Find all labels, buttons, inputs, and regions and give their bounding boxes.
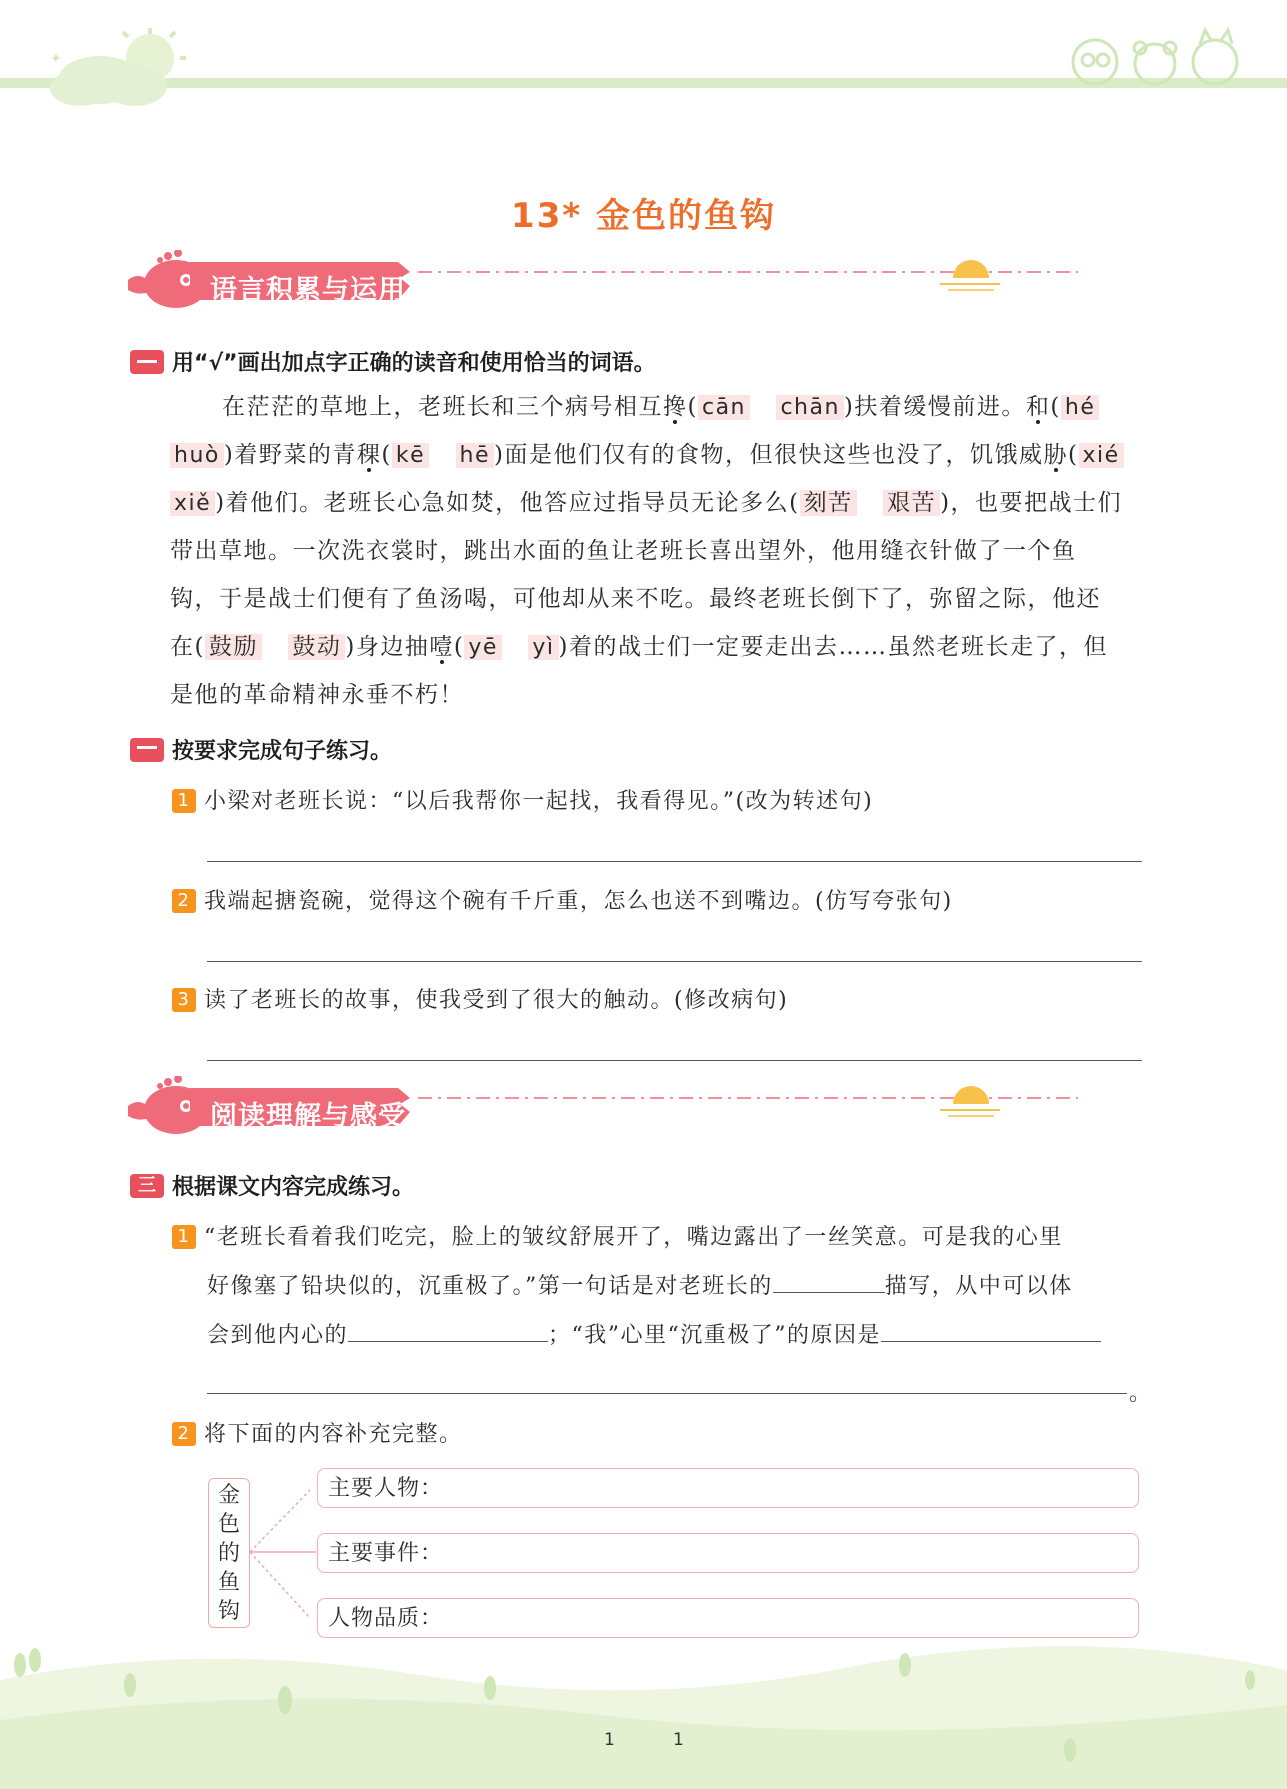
reading-item-1-line-1: 1 “老班长看着我们吃完，脸上的皱纹舒展开了，嘴边露出了一丝笑意。可是我的心里: [172, 1220, 1063, 1251]
option-word[interactable]: 艰苦: [883, 490, 940, 516]
passage-line-1: 在茫茫的草地上，老班长和三个病号相互搀( cān chān )扶着缓慢前进。和( hé: [222, 383, 1192, 432]
option-pinyin[interactable]: hé: [1061, 395, 1099, 420]
item-number: 3: [172, 988, 196, 1012]
answer-line-2[interactable]: [207, 961, 1142, 962]
fill-blank[interactable]: [881, 1319, 1101, 1342]
reading-item-1-line-2: 好像塞了铅块似的，沉重极了。”第一句话是对老班长的 描写，从中可以体: [207, 1269, 1073, 1300]
exercise-item-1: 1 小梁对老班长说：“以后我帮你一起找，我看得见。”(改为转述句): [172, 784, 873, 815]
section-banner-reading: [128, 1076, 1143, 1146]
fill-blank[interactable]: [348, 1319, 548, 1342]
question-3-heading: 三 根据课文内容完成练习。: [130, 1170, 414, 1201]
option-pinyin[interactable]: cān: [698, 395, 750, 420]
period-mark: 。: [1129, 1381, 1153, 1406]
section-title-language: 语言积累与运用: [210, 275, 406, 306]
hills-footer-icon: [0, 1620, 1287, 1789]
option-pinyin[interactable]: kē: [392, 443, 429, 468]
section-banner-language: [128, 250, 1143, 320]
passage-line-5: 钩，于是战士们便有了鱼汤喝，可他却从来不吃。最终老班长倒下了，弥留之际，他还: [170, 586, 1101, 612]
fill-blank[interactable]: [773, 1270, 885, 1293]
mindmap-box-events[interactable]: 主要事件：: [317, 1533, 1139, 1573]
exercise-item-2: 2 我端起搪瓷碗，觉得这个碗有千斤重，怎么也送不到嘴边。(仿写夸张句): [172, 884, 953, 915]
question-tag-2: [130, 738, 164, 762]
page-title: 13* 金色的鱼钩: [511, 196, 776, 236]
passage-line-6: 在( 鼓励 鼓动 )身边抽噎( yē yì )着的战士们一定要走出去……虽然老班长走了，但: [170, 634, 1109, 660]
passage-line-2: huò )着野菜的青稞( kē hē )面是他们仅有的食物，但很快这些也没了，饥饿威胁( xié: [170, 431, 1140, 480]
mindmap-center: 金 色 的 鱼 钩: [208, 1478, 250, 1628]
answer-line-4[interactable]: [207, 1393, 1127, 1394]
answer-line-1[interactable]: [207, 861, 1142, 862]
mindmap-connectors: [250, 1470, 320, 1640]
option-pinyin[interactable]: hē: [456, 443, 494, 468]
question-2-heading: 按要求完成句子练习。: [130, 734, 392, 765]
passage-line-3: xiě )着他们。老班长心急如焚，他答应过指导员无论多么( 刻苦 艰苦 )，也要把战士们: [170, 479, 1140, 528]
exercise-item-3: 3 读了老班长的故事，使我受到了很大的触动。(修改病句): [172, 983, 788, 1014]
item-number: 2: [172, 889, 196, 913]
section-title-reading: 阅读理解与感受: [210, 1101, 406, 1132]
item-number: 1: [172, 789, 196, 813]
answer-line-3[interactable]: [207, 1060, 1142, 1061]
page-number-right: 1: [673, 1730, 684, 1750]
option-pinyin[interactable]: xié: [1079, 443, 1124, 468]
option-word[interactable]: 鼓励: [205, 634, 262, 660]
question-tag-3: 三: [130, 1174, 164, 1198]
mindmap-box-qualities[interactable]: 人物品质：: [317, 1598, 1139, 1638]
option-pinyin[interactable]: huò: [170, 443, 224, 468]
option-word[interactable]: 鼓动: [288, 634, 345, 660]
option-word[interactable]: 刻苦: [800, 490, 857, 516]
item-number: 2: [172, 1422, 196, 1446]
passage-line-4: 带出草地。一次洗衣裳时，跳出水面的鱼让老班长喜出望外，他用缝衣针做了一个鱼: [170, 538, 1077, 564]
passage-line-7: 是他的革命精神永垂不朽！: [170, 682, 464, 708]
reading-item-1-line-3: 会到他内心的 ；“我”心里“沉重极了”的原因是: [207, 1318, 1101, 1349]
option-pinyin[interactable]: chān: [776, 395, 843, 420]
option-pinyin[interactable]: xiě: [170, 491, 215, 516]
mindmap-box-characters[interactable]: 主要人物：: [317, 1468, 1139, 1508]
page-number-left: 1: [604, 1730, 615, 1750]
option-pinyin[interactable]: yē: [464, 635, 502, 660]
option-pinyin[interactable]: yì: [528, 635, 558, 660]
animal-faces-icon: [1060, 22, 1250, 92]
svg-text:✦: ✦: [50, 51, 62, 67]
reading-item-2: 2 将下面的内容补充完整。: [172, 1417, 463, 1448]
question-tag-1: [130, 350, 164, 374]
question-1-heading: 用“√”画出加点字正确的读音和使用恰当的词语。: [130, 346, 656, 377]
sun-cloud-icon: [40, 28, 190, 110]
item-number: 1: [172, 1225, 196, 1249]
